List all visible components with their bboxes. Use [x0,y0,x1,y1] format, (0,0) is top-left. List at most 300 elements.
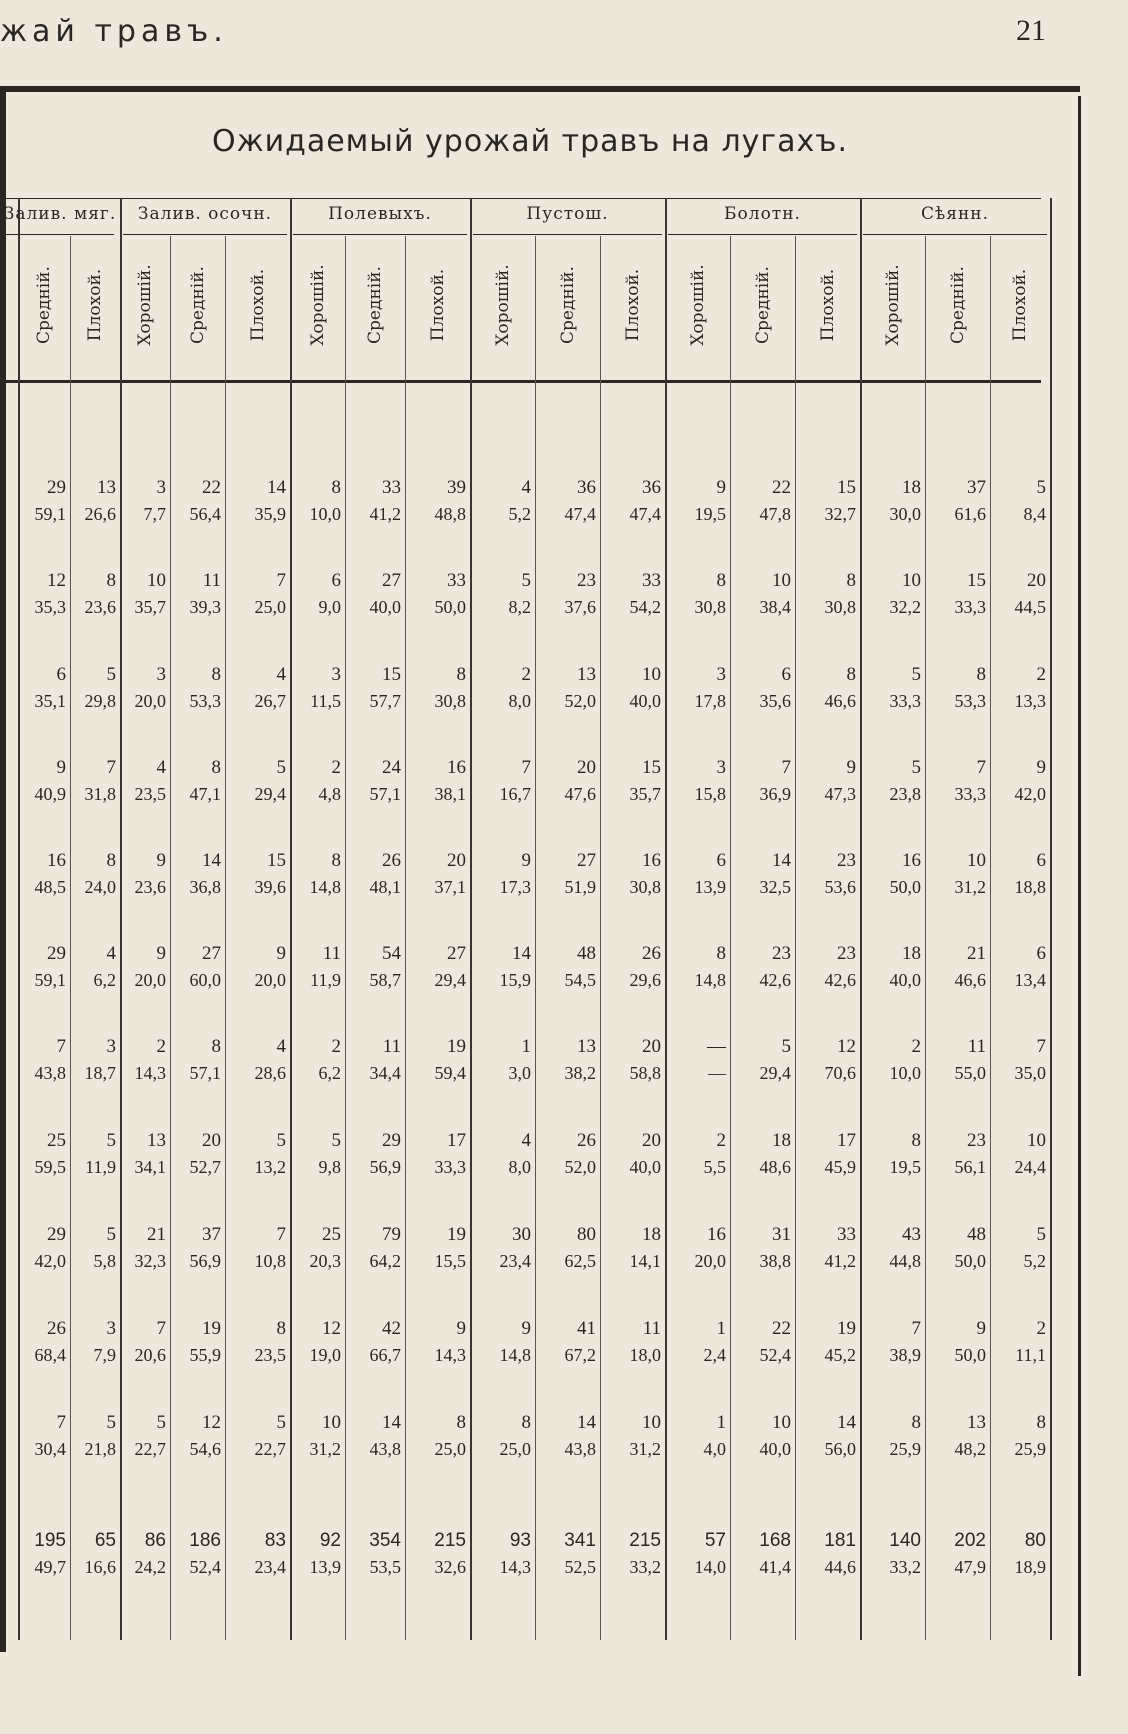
cell-percent: 47,1 [189,784,221,804]
table-cell [796,755,856,807]
cell-count: 14 [772,850,791,871]
cell-percent: 31,2 [309,1439,341,1459]
cell-count: 8 [211,1036,221,1057]
table-cell [986,662,1046,714]
table-cell [406,662,466,714]
cell-count: 5 [1036,1224,1046,1245]
table-cell [536,1128,596,1180]
cell-percent: 30,8 [629,877,661,897]
table-cell [601,1034,661,1086]
group-heading: Залив. осочн. [137,204,273,224]
cell-count: 14 [577,1412,596,1433]
cell-count: 27 [447,943,466,964]
table-cell [731,1410,791,1462]
table-cell [106,568,166,620]
header-bottom-rule [6,380,1041,383]
cell-percent: 62,5 [564,1251,596,1271]
table-cell [796,1528,856,1580]
cell-count: 20 [447,850,466,871]
cell-percent: 23,5 [254,1345,286,1365]
cell-percent: 23,5 [134,784,166,804]
cell-count: 1 [521,1036,531,1057]
table-cell [731,848,791,900]
cell-percent: 24,4 [1014,1157,1046,1177]
cell-percent: 6,2 [318,1063,341,1083]
cell-percent: 24,2 [134,1557,166,1577]
cell-count: 354 [369,1530,401,1551]
cell-count: 23 [837,850,856,871]
cell-percent: 42,0 [34,1251,66,1271]
group-heading: Полевыхъ. [328,204,432,224]
cell-count: 80 [1024,1530,1046,1551]
table-cell [926,568,986,620]
cell-count: 18 [902,943,921,964]
cell-percent: 44,5 [1014,597,1046,617]
cell-percent: 13,4 [1014,970,1046,990]
cell-count: 26 [642,943,661,964]
cell-percent: 53,6 [824,877,856,897]
cell-count: 5 [1036,477,1046,498]
table-cell [471,568,531,620]
table-cell [536,662,596,714]
cell-count: 5 [276,757,286,778]
cell-percent: 52,0 [564,1157,596,1177]
cell-percent: 14,3 [434,1345,466,1365]
cell-percent: 8,0 [508,1157,531,1177]
cell-count: 140 [889,1530,921,1551]
column-heading-label: Хорошій. [687,264,708,346]
cell-percent: 16,6 [84,1557,116,1577]
cell-percent: 29,8 [84,691,116,711]
table-cell [281,475,341,527]
cell-percent: 59,1 [34,970,66,990]
column-heading-label: Хорошій. [882,264,903,346]
cell-percent: 35,0 [1014,1063,1046,1083]
table-cell [796,475,856,527]
column-heading [990,240,1050,370]
table-cell [601,755,661,807]
table-cell [986,848,1046,900]
cell-percent: 38,2 [564,1063,596,1083]
cell-count: 20 [642,1130,661,1151]
table-cell [106,662,166,714]
table-cell [666,1128,726,1180]
cell-percent: 8,0 [508,691,531,711]
cell-percent: 31,2 [629,1439,661,1459]
table-cell [536,568,596,620]
cell-percent: 57,7 [369,691,401,711]
cell-count: 3 [156,664,166,685]
cell-percent: 48,5 [34,877,66,897]
table-cell [601,475,661,527]
table-cell [106,1528,166,1580]
cell-percent: 32,5 [759,877,791,897]
cell-count: 10 [772,570,791,591]
cell-percent: 48,6 [759,1157,791,1177]
table-cell [986,475,1046,527]
cell-count: 3 [716,664,726,685]
cell-percent: 19,5 [889,1157,921,1177]
table-cell [471,941,531,993]
cell-count: 5 [106,1130,116,1151]
cell-count: 13 [97,477,116,498]
cell-count: 15 [642,757,661,778]
cell-count: 11 [322,943,341,964]
cell-count: 19 [447,1224,466,1245]
cell-count: 215 [629,1530,661,1551]
table-cell [226,1410,286,1462]
cell-count: 13 [967,1412,986,1433]
cell-count: 41 [577,1318,596,1339]
cell-percent: 43,8 [564,1439,596,1459]
right-edge-rule [1078,96,1081,1676]
cell-count: 5 [911,664,921,685]
cell-percent: 23,8 [889,784,921,804]
cell-count: 27 [577,850,596,871]
table-cell [861,1128,921,1180]
table-cell [861,1316,921,1368]
table-cell [536,848,596,900]
table-cell [601,1410,661,1462]
cell-percent: 22,7 [134,1439,166,1459]
table-cell [281,1528,341,1580]
table-cell [106,1128,166,1180]
cell-count: 11 [382,1036,401,1057]
cell-percent: 31,8 [84,784,116,804]
cell-count: 54 [382,943,401,964]
cell-percent: 54,2 [629,597,661,617]
cell-percent: 59,4 [434,1063,466,1083]
table-cell [106,1410,166,1462]
group-underline [863,234,1047,235]
column-heading-label: Средній. [947,266,968,344]
cell-percent: 56,4 [189,504,221,524]
cell-count: 15 [267,850,286,871]
table-cell [406,475,466,527]
column-heading-label: Средній. [557,266,578,344]
cell-count: 12 [202,1412,221,1433]
table-cell [861,568,921,620]
cell-percent: 41,2 [369,504,401,524]
column-heading [228,240,288,370]
cell-percent: 9,0 [318,597,341,617]
cell-count: 8 [331,850,341,871]
cell-count: 13 [147,1130,166,1151]
cell-percent: 47,4 [629,504,661,524]
column-heading [538,240,598,370]
cell-count: 14 [512,943,531,964]
cell-percent: 18,7 [84,1063,116,1083]
cell-count: 14 [202,850,221,871]
cell-count: 5 [331,1130,341,1151]
cell-count: 181 [824,1530,856,1551]
cell-percent: 48,8 [434,504,466,524]
cell-count: 23 [577,570,596,591]
cell-percent: 39,3 [189,597,221,617]
column-heading-label: Плохой. [622,268,643,342]
column-heading-label: Средній. [365,266,385,344]
cell-percent: 25,9 [889,1439,921,1459]
cell-percent: 13,9 [309,1557,341,1577]
cell-percent: 9,8 [318,1157,341,1177]
cell-percent: 37,1 [434,877,466,897]
cell-percent: 16,7 [499,784,531,804]
cell-count: 8 [716,943,726,964]
table-cell [731,1528,791,1580]
cell-count: 6 [1036,850,1046,871]
column-heading [733,240,793,370]
cell-percent: 35,1 [34,691,66,711]
cell-count: 7 [781,757,791,778]
cell-count: 12 [47,570,66,591]
cell-percent: 46,6 [824,691,856,711]
table-cell [926,1410,986,1462]
cell-percent: 38,9 [889,1345,921,1365]
cell-count: 5 [106,1224,116,1245]
cell-count: 195 [34,1530,66,1551]
cell-count: 21 [967,943,986,964]
cell-count: 2 [331,757,341,778]
cell-percent: 49,7 [34,1557,66,1577]
cell-count: 27 [382,570,401,591]
cell-percent: 14,8 [499,1345,531,1365]
table-cell [601,1128,661,1180]
cell-count: 8 [911,1412,921,1433]
group-underline [668,234,857,235]
cell-count: 9 [521,1318,531,1339]
cell-percent: 40,0 [629,1157,661,1177]
table-cell [536,1528,596,1580]
table-cell [986,1528,1046,1580]
cell-count: 21 [147,1224,166,1245]
cell-percent: 40,0 [369,597,401,617]
cell-count: 8 [976,664,986,685]
table-cell [601,941,661,993]
cell-percent: 29,4 [254,784,286,804]
table-cell [666,1034,726,1086]
cell-percent: 5,2 [508,504,531,524]
table-cell [341,475,401,527]
cell-percent: 14,0 [694,1557,726,1577]
column-heading-label: Хорошій. [135,264,155,346]
cell-percent: 11,5 [310,691,341,711]
cell-percent: 26,7 [254,691,286,711]
cell-count: 7 [976,757,986,778]
cell-count: 65 [94,1530,116,1551]
cell-percent: 33,2 [889,1557,921,1577]
cell-percent: 52,4 [759,1345,791,1365]
table-cell [106,848,166,900]
table-cell [796,1222,856,1274]
cell-percent: 50,0 [889,877,921,897]
group-underline [123,234,287,235]
cell-percent: 18,9 [1014,1557,1046,1577]
table-cell [226,1034,286,1086]
cell-percent: 58,8 [629,1063,661,1083]
table-cell [471,662,531,714]
cell-percent: 25,0 [499,1439,531,1459]
cell-count: 2 [521,664,531,685]
cell-percent: 70,6 [824,1063,856,1083]
table-cell [161,941,221,993]
cell-count: 16 [447,757,466,778]
table-cell [471,1528,531,1580]
cell-percent: 34,1 [134,1157,166,1177]
cell-percent: 2,4 [703,1345,726,1365]
group-heading: Залив. мяг. [3,204,117,224]
column-heading [798,240,858,370]
table-cell [796,1034,856,1086]
cell-count: 9 [456,1318,466,1339]
cell-count: 16 [707,1224,726,1245]
cell-percent: 42,0 [1014,784,1046,804]
table-cell [406,1128,466,1180]
column-heading-label: Плохой. [427,268,448,342]
header-top-rule [6,198,1041,199]
cell-count: 9 [976,1318,986,1339]
table-cell [666,568,726,620]
table-cell [406,1316,466,1368]
cell-percent: 39,6 [254,877,286,897]
cell-count: 22 [772,1318,791,1339]
column-heading-label: Хорошій. [307,264,328,346]
table-cell [861,1410,921,1462]
cell-count: 2 [716,1130,726,1151]
cell-count: 30 [512,1224,531,1245]
cell-percent: 58,7 [369,970,401,990]
column-heading [115,240,175,370]
cell-percent: 42,6 [759,970,791,990]
cell-percent: 21,8 [84,1439,116,1459]
cell-count: 27 [202,943,221,964]
cell-percent: 40,0 [889,970,921,990]
cell-percent: 66,7 [369,1345,401,1365]
cell-percent: 23,6 [134,877,166,897]
table-cell [281,755,341,807]
group-underline [6,234,114,235]
cell-count: 37 [967,477,986,498]
cell-percent: 52,7 [189,1157,221,1177]
group-heading: Болотн. [724,204,801,224]
cell-percent: 51,9 [564,877,596,897]
cell-count: 10 [772,1412,791,1433]
table-cell [281,1410,341,1462]
table-cell [226,1128,286,1180]
cell-count: 43 [902,1224,921,1245]
table-cell [161,475,221,527]
cell-percent: 48,1 [369,877,401,897]
table-cell [926,662,986,714]
cell-percent: 54,5 [564,970,596,990]
cell-percent: 50,0 [434,597,466,617]
cell-count: 5 [276,1412,286,1433]
cell-percent: 20,0 [694,1251,726,1271]
table-cell [341,1128,401,1180]
cell-count: 4 [276,1036,286,1057]
cell-percent: 14,3 [499,1557,531,1577]
cell-percent: 45,2 [824,1345,856,1365]
table-cell [986,941,1046,993]
cell-count: 8 [106,570,116,591]
cell-percent: 35,7 [134,597,166,617]
cell-percent: 36,9 [759,784,791,804]
table-cell [161,1316,221,1368]
cell-count: 8 [846,664,856,685]
cell-count: 20 [577,757,596,778]
cell-percent: 43,8 [369,1439,401,1459]
cell-percent: 14,1 [629,1251,661,1271]
cell-count: 8 [1036,1412,1046,1433]
cell-percent: 26,6 [84,504,116,524]
table-cell [536,1316,596,1368]
cell-count: 14 [267,477,286,498]
cell-percent: 59,1 [34,504,66,524]
cell-percent: 35,6 [759,691,791,711]
cell-percent: 40,9 [34,784,66,804]
table-cell [601,1222,661,1274]
cell-count: 5 [781,1036,791,1057]
column-heading [668,240,728,370]
column-heading-label: Плохой. [247,268,268,342]
cell-percent: 67,2 [564,1345,596,1365]
table-cell [341,1410,401,1462]
table-cell [731,1128,791,1180]
table-cell [796,941,856,993]
cell-percent: 25,9 [1014,1439,1046,1459]
cell-count: 341 [564,1530,596,1551]
cell-count: 93 [509,1530,531,1551]
table-cell [666,1410,726,1462]
table-cell [861,475,921,527]
column-heading [408,240,468,370]
cell-percent: 20,0 [134,691,166,711]
cell-percent: 33,3 [889,691,921,711]
cell-percent: 31,2 [954,877,986,897]
cell-percent: 33,3 [954,597,986,617]
cell-count: 39 [447,477,466,498]
table-cell [536,475,596,527]
cell-count: 24 [382,757,401,778]
column-heading-label: Средній. [187,266,208,344]
cell-count: 4 [106,943,116,964]
cell-percent: 35,3 [34,597,66,617]
cell-percent: 25,0 [434,1439,466,1459]
cell-percent: 30,0 [889,504,921,524]
cell-percent: 57,1 [369,784,401,804]
cell-count: 8 [521,1412,531,1433]
table-cell [341,941,401,993]
cell-count: 8 [456,664,466,685]
cell-count: 29 [47,477,66,498]
table-cell [471,1316,531,1368]
cell-percent: 52,0 [564,691,596,711]
cell-percent: 5,5 [703,1157,726,1177]
table-cell [796,1410,856,1462]
table-cell [226,755,286,807]
cell-percent: 30,8 [694,597,726,617]
cell-count: 16 [47,850,66,871]
cell-percent: 19,0 [309,1345,341,1365]
cell-percent: 14,8 [694,970,726,990]
cell-percent: 23,4 [499,1251,531,1271]
cell-count: 2 [331,1036,341,1057]
table-cell [731,1316,791,1368]
table-cell [226,568,286,620]
table-cell [406,1222,466,1274]
cell-count: 168 [759,1530,791,1551]
cell-count: 9 [1036,757,1046,778]
cell-percent: 47,6 [564,784,596,804]
